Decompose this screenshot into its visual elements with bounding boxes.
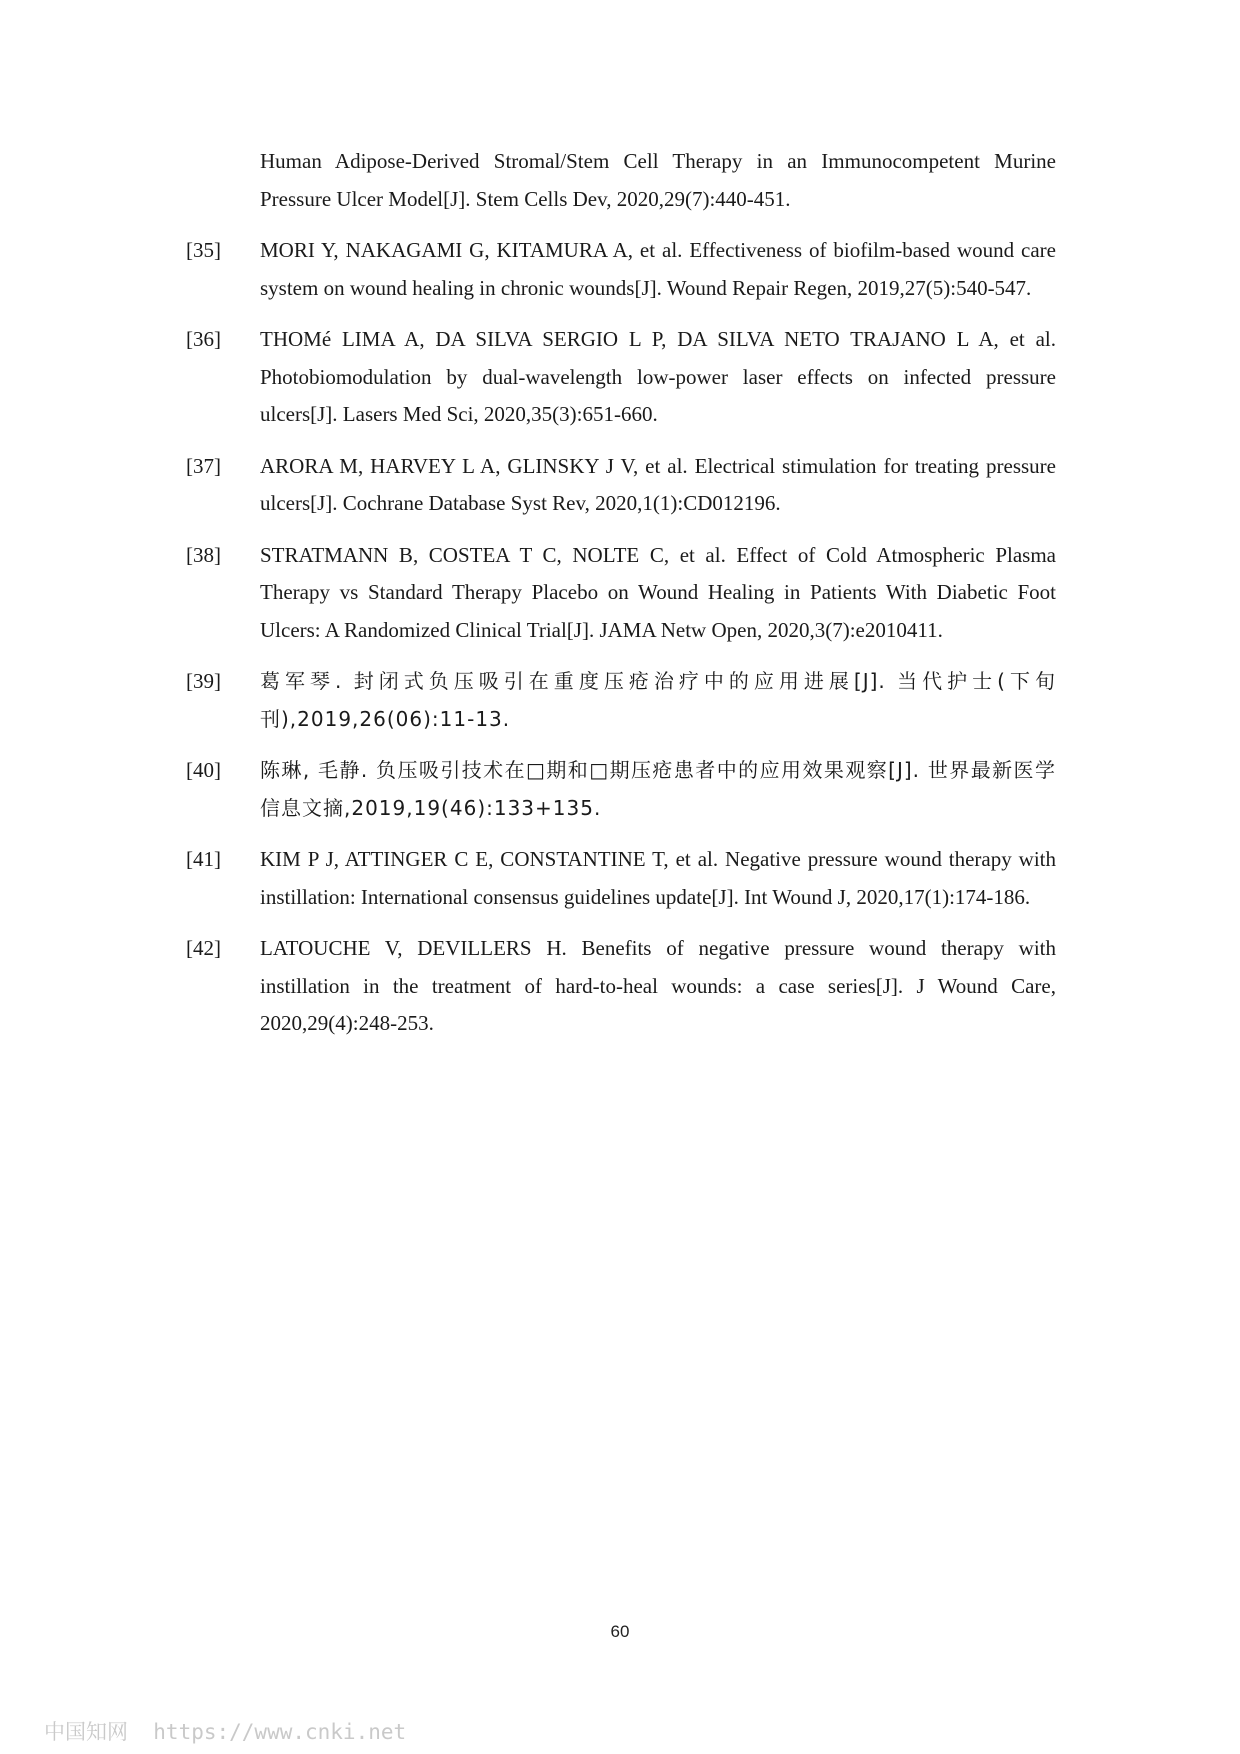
reference-text: 葛军琴. 封闭式负压吸引在重度压疮治疗中的应用进展[J]. 当代护士(下旬刊),2019,26(06):11-13. bbox=[260, 669, 1056, 731]
reference-number: [38] bbox=[186, 542, 221, 567]
reference-entry-40 bbox=[186, 752, 1056, 827]
reference-entry-42 bbox=[186, 930, 1056, 1043]
reference-text: MORI Y, NAKAGAMI G, KITAMURA A, et al. Effectiveness of biofilm-based wound care system on wound healing in chronic wounds[J]. Wound Repair Regen, 2019,27(5):540-547. bbox=[260, 238, 1056, 300]
reference-text: LATOUCHE V, DEVILLERS H. Benefits of negative pressure wound therapy with instillation in the treatment of hard-to-heal wounds: a case series[J]. J Wound Care, 2020,29(4):248-253. bbox=[260, 936, 1056, 1035]
reference-text: Human Adipose-Derived Stromal/Stem Cell Therapy in an Immunocompetent Murine Pressure Ulcer Model[J]. Stem Cells Dev, 2020,29(7):440-451. bbox=[260, 149, 1056, 211]
reference-list bbox=[186, 143, 1056, 1057]
reference-entry-41 bbox=[186, 841, 1056, 916]
reference-entry-39 bbox=[186, 663, 1056, 738]
reference-entry-37 bbox=[186, 448, 1056, 523]
reference-number: [42] bbox=[186, 936, 221, 960]
reference-text: ARORA M, HARVEY L A, GLINSKY J V, et al. Electrical stimulation for treating pressure ulcers[J]. Cochrane Database Syst Rev, 2020,1(1):CD012196. bbox=[260, 453, 1056, 515]
reference-number: [35] bbox=[186, 238, 221, 262]
reference-entry-38 bbox=[186, 537, 1056, 650]
reference-number: [37] bbox=[186, 453, 221, 478]
reference-entry-36 bbox=[186, 321, 1056, 434]
reference-text: KIM P J, ATTINGER C E, CONSTANTINE T, et al. Negative pressure wound therapy with instillation: International consensus guidelines update[J]. Int Wound J, 2020,17(1):174-186. bbox=[260, 847, 1056, 909]
reference-entry-continued bbox=[260, 143, 1056, 218]
cnki-watermark: 中国知网 https://www.cnki.net bbox=[44, 1720, 407, 1744]
reference-entry-35 bbox=[186, 232, 1056, 307]
reference-number: [40] bbox=[186, 758, 221, 782]
reference-text: THOMé LIMA A, DA SILVA SERGIO L P, DA SILVA NETO TRAJANO L A, et al. Photobiomodulation by dual-wavelength low-power laser effects on infected pressure ulcers[J]. Lasers Med Sci, 2020,35(3):651-660. bbox=[260, 327, 1056, 426]
reference-text: STRATMANN B, COSTEA T C, NOLTE C, et al. Effect of Cold Atmospheric Plasma Therapy vs Standard Therapy Placebo on Wound Healing in Patients With Diabetic Foot Ulcers: A Randomized Clinical Trial[J]. JAMA Netw Open, 2020,3(7):e2010411. bbox=[260, 542, 1056, 642]
reference-number: [39] bbox=[186, 669, 221, 693]
reference-number: [36] bbox=[186, 327, 221, 351]
page-number: 60 bbox=[610, 1622, 630, 1641]
reference-number: [41] bbox=[186, 847, 221, 871]
reference-text: 陈琳, 毛静. 负压吸引技术在□期和□期压疮患者中的应用效果观察[J]. 世界最新医学信息文摘,2019,19(46):133+135. bbox=[260, 758, 1056, 820]
